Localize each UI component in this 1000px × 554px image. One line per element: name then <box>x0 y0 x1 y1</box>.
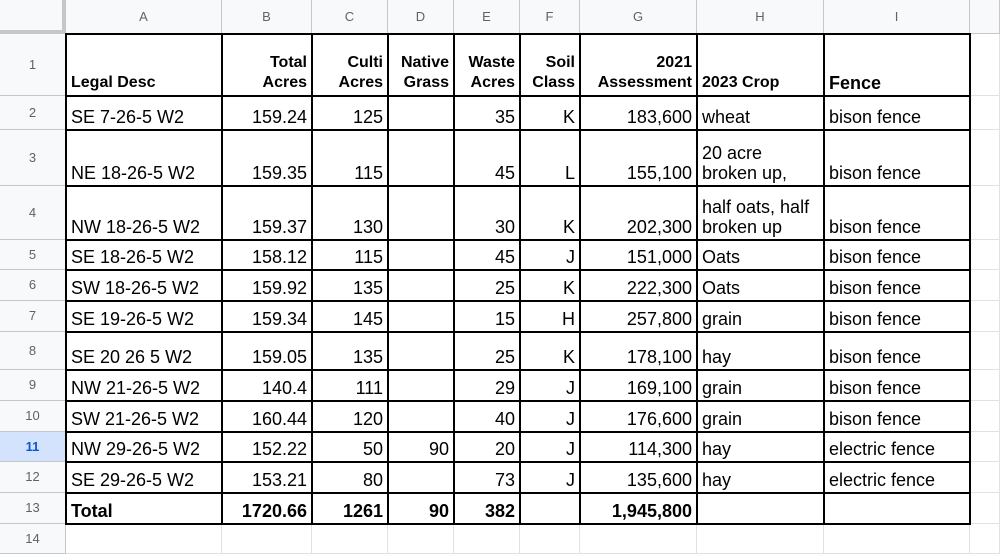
table-border-horizontal <box>65 269 971 271</box>
column-title-f[interactable]: Soil Class <box>520 34 580 96</box>
cell-row3-f[interactable]: L <box>520 130 580 186</box>
column-title-e[interactable]: Waste Acres <box>454 34 520 96</box>
cell-row8-h[interactable]: hay <box>697 332 824 370</box>
column-title-i[interactable]: Fence <box>824 34 970 96</box>
cell-row11-c[interactable]: 50 <box>312 432 388 462</box>
cell-row8-d[interactable] <box>388 332 454 370</box>
cell-row10-d[interactable] <box>388 401 454 432</box>
table-border-vertical <box>823 34 825 524</box>
column-header-e[interactable]: E <box>454 0 520 34</box>
column-title-d[interactable]: Native Grass <box>388 34 454 96</box>
cell-row9-g[interactable]: 169,100 <box>580 370 697 401</box>
table-border-vertical <box>579 34 581 524</box>
cell-row3-i[interactable]: bison fence <box>824 130 970 186</box>
empty-cell[interactable] <box>970 301 1000 332</box>
cell-row8-g[interactable]: 178,100 <box>580 332 697 370</box>
cell-row3-b[interactable]: 159.35 <box>222 130 312 186</box>
table-border-vertical <box>519 34 521 524</box>
cell-row9-i[interactable]: bison fence <box>824 370 970 401</box>
table-border-vertical <box>696 34 698 524</box>
empty-cell[interactable] <box>970 34 1000 96</box>
cell-row7-a[interactable]: SE 19-26-5 W2 <box>66 301 222 332</box>
cell-row11-g[interactable]: 114,300 <box>580 432 697 462</box>
table-border-horizontal <box>65 185 971 187</box>
total-cell-f[interactable] <box>520 493 580 524</box>
table-border-vertical <box>65 34 67 524</box>
row-header-8[interactable]: 8 <box>0 332 66 370</box>
cell-row6-h[interactable]: Oats <box>697 270 824 301</box>
cell-row5-f[interactable]: J <box>520 240 580 270</box>
cell-row10-f[interactable]: J <box>520 401 580 432</box>
cell-row2-c[interactable]: 125 <box>312 96 388 130</box>
cell-row10-g[interactable]: 176,600 <box>580 401 697 432</box>
cell-row2-a[interactable]: SE 7-26-5 W2 <box>66 96 222 130</box>
empty-cell[interactable] <box>970 401 1000 432</box>
cell-row11-f[interactable]: J <box>520 432 580 462</box>
cell-row4-a[interactable]: NW 18-26-5 W2 <box>66 186 222 240</box>
cell-row9-a[interactable]: NW 21-26-5 W2 <box>66 370 222 401</box>
total-cell-d[interactable]: 90 <box>388 493 454 524</box>
cell-row6-d[interactable] <box>388 270 454 301</box>
cell-row5-i[interactable]: bison fence <box>824 240 970 270</box>
cell-row6-i[interactable]: bison fence <box>824 270 970 301</box>
empty-cell[interactable] <box>520 524 580 554</box>
row-header-3[interactable]: 3 <box>0 130 66 186</box>
cell-row6-b[interactable]: 159.92 <box>222 270 312 301</box>
empty-cell[interactable] <box>970 432 1000 462</box>
cell-row11-b[interactable]: 152.22 <box>222 432 312 462</box>
column-header-c[interactable]: C <box>312 0 388 34</box>
cell-row9-d[interactable] <box>388 370 454 401</box>
empty-cell[interactable] <box>970 186 1000 240</box>
cell-row7-f[interactable]: H <box>520 301 580 332</box>
cell-row5-a[interactable]: SE 18-26-5 W2 <box>66 240 222 270</box>
row-header-10[interactable]: 10 <box>0 401 66 432</box>
cell-row3-a[interactable]: NE 18-26-5 W2 <box>66 130 222 186</box>
cell-row4-h[interactable]: half oats, half broken up <box>697 186 824 240</box>
cell-row5-c[interactable]: 115 <box>312 240 388 270</box>
cell-row7-c[interactable]: 145 <box>312 301 388 332</box>
column-title-c[interactable]: Culti Acres <box>312 34 388 96</box>
cell-row6-e[interactable]: 25 <box>454 270 520 301</box>
cell-row6-c[interactable]: 135 <box>312 270 388 301</box>
cell-row5-d[interactable] <box>388 240 454 270</box>
cell-row10-e[interactable]: 40 <box>454 401 520 432</box>
cell-row7-d[interactable] <box>388 301 454 332</box>
empty-cell[interactable] <box>970 270 1000 301</box>
cell-row12-e[interactable]: 73 <box>454 462 520 493</box>
total-cell-a[interactable]: Total <box>66 493 222 524</box>
empty-cell[interactable] <box>970 493 1000 524</box>
cell-row10-h[interactable]: grain <box>697 401 824 432</box>
table-border-horizontal <box>65 129 971 131</box>
row-header-4[interactable]: 4 <box>0 186 66 240</box>
cell-row4-c[interactable]: 130 <box>312 186 388 240</box>
row-header-2[interactable]: 2 <box>0 96 66 130</box>
column-header-a[interactable]: A <box>66 0 222 34</box>
cell-row2-h[interactable]: wheat <box>697 96 824 130</box>
cell-row6-g[interactable]: 222,300 <box>580 270 697 301</box>
cell-row12-h[interactable]: hay <box>697 462 824 493</box>
total-cell-g[interactable]: 1,945,800 <box>580 493 697 524</box>
cell-row3-g[interactable]: 155,100 <box>580 130 697 186</box>
cell-row2-e[interactable]: 35 <box>454 96 520 130</box>
empty-cell[interactable] <box>970 130 1000 186</box>
cell-row4-b[interactable]: 159.37 <box>222 186 312 240</box>
empty-cell[interactable] <box>454 524 520 554</box>
empty-cell[interactable] <box>824 524 970 554</box>
cell-row5-g[interactable]: 151,000 <box>580 240 697 270</box>
column-header-f[interactable]: F <box>520 0 580 34</box>
column-header-filler <box>970 0 1000 34</box>
cell-row11-h[interactable]: hay <box>697 432 824 462</box>
table-border-horizontal <box>65 461 971 463</box>
table-border-horizontal <box>65 492 971 494</box>
empty-cell[interactable] <box>697 524 824 554</box>
row-header-5[interactable]: 5 <box>0 240 66 270</box>
row-header-14[interactable]: 14 <box>0 524 66 554</box>
empty-cell[interactable] <box>970 462 1000 493</box>
column-header-b[interactable]: B <box>222 0 312 34</box>
table-border-horizontal <box>65 300 971 302</box>
cell-row12-a[interactable]: SE 29-26-5 W2 <box>66 462 222 493</box>
cell-row2-g[interactable]: 183,600 <box>580 96 697 130</box>
total-cell-c[interactable]: 1261 <box>312 493 388 524</box>
column-title-g[interactable]: 2021 Assessment <box>580 34 697 96</box>
column-header-g[interactable]: G <box>580 0 697 34</box>
cell-row10-i[interactable]: bison fence <box>824 401 970 432</box>
row-header-12[interactable]: 12 <box>0 462 66 493</box>
cell-row5-e[interactable]: 45 <box>454 240 520 270</box>
cell-row9-f[interactable]: J <box>520 370 580 401</box>
cell-row6-f[interactable]: K <box>520 270 580 301</box>
cell-row8-c[interactable]: 135 <box>312 332 388 370</box>
cell-row12-i[interactable]: electric fence <box>824 462 970 493</box>
cell-row8-e[interactable]: 25 <box>454 332 520 370</box>
cell-row7-g[interactable]: 257,800 <box>580 301 697 332</box>
cell-row3-c[interactable]: 115 <box>312 130 388 186</box>
cell-row9-b[interactable]: 140.4 <box>222 370 312 401</box>
cell-row3-h[interactable]: 20 acre broken up, <box>697 130 824 186</box>
cell-row4-g[interactable]: 202,300 <box>580 186 697 240</box>
table-border-horizontal <box>65 369 971 371</box>
cell-row12-b[interactable]: 153.21 <box>222 462 312 493</box>
cell-row2-d[interactable] <box>388 96 454 130</box>
table-border-horizontal <box>65 239 971 241</box>
cell-row11-a[interactable]: NW 29-26-5 W2 <box>66 432 222 462</box>
table-border-vertical <box>387 34 389 524</box>
cell-row9-c[interactable]: 111 <box>312 370 388 401</box>
row-header-6[interactable]: 6 <box>0 270 66 301</box>
column-title-a[interactable]: Legal Desc <box>66 34 222 96</box>
total-cell-b[interactable]: 1720.66 <box>222 493 312 524</box>
cell-row3-e[interactable]: 45 <box>454 130 520 186</box>
cell-row12-g[interactable]: 135,600 <box>580 462 697 493</box>
row-header-7[interactable]: 7 <box>0 301 66 332</box>
empty-cell[interactable] <box>970 96 1000 130</box>
cell-row10-c[interactable]: 120 <box>312 401 388 432</box>
table-border-vertical <box>969 34 971 524</box>
select-all-corner[interactable] <box>0 0 66 34</box>
cell-row4-d[interactable] <box>388 186 454 240</box>
column-title-h[interactable]: 2023 Crop <box>697 34 824 96</box>
column-header-i[interactable]: I <box>824 0 970 34</box>
empty-cell[interactable] <box>970 370 1000 401</box>
cell-row2-f[interactable]: K <box>520 96 580 130</box>
cell-row12-c[interactable]: 80 <box>312 462 388 493</box>
cell-row4-f[interactable]: K <box>520 186 580 240</box>
cell-row11-d[interactable]: 90 <box>388 432 454 462</box>
empty-cell[interactable] <box>580 524 697 554</box>
row-header-9[interactable]: 9 <box>0 370 66 401</box>
table-border-vertical <box>221 34 223 524</box>
empty-cell[interactable] <box>66 524 222 554</box>
cell-row12-d[interactable] <box>388 462 454 493</box>
cell-row8-b[interactable]: 159.05 <box>222 332 312 370</box>
table-border-horizontal <box>65 400 971 402</box>
table-border-horizontal <box>65 33 971 35</box>
cell-row6-a[interactable]: SW 18-26-5 W2 <box>66 270 222 301</box>
cell-row11-i[interactable]: electric fence <box>824 432 970 462</box>
empty-cell[interactable] <box>970 332 1000 370</box>
empty-cell[interactable] <box>388 524 454 554</box>
table-border-horizontal <box>65 331 971 333</box>
row-header-13[interactable]: 13 <box>0 493 66 524</box>
cell-row10-b[interactable]: 160.44 <box>222 401 312 432</box>
cell-row2-b[interactable]: 159.24 <box>222 96 312 130</box>
cell-row3-d[interactable] <box>388 130 454 186</box>
empty-cell[interactable] <box>312 524 388 554</box>
cell-row8-i[interactable]: bison fence <box>824 332 970 370</box>
cell-row9-h[interactable]: grain <box>697 370 824 401</box>
table-border-horizontal <box>65 523 971 525</box>
cell-row4-e[interactable]: 30 <box>454 186 520 240</box>
cell-row7-h[interactable]: grain <box>697 301 824 332</box>
empty-cell[interactable] <box>970 524 1000 554</box>
row-header-11[interactable]: 11 <box>0 432 66 462</box>
column-header-d[interactable]: D <box>388 0 454 34</box>
empty-cell[interactable] <box>970 240 1000 270</box>
cell-row10-a[interactable]: SW 21-26-5 W2 <box>66 401 222 432</box>
table-border-vertical <box>311 34 313 524</box>
table-border-vertical <box>453 34 455 524</box>
table-border-horizontal <box>65 95 971 97</box>
cell-row5-h[interactable]: Oats <box>697 240 824 270</box>
total-cell-e[interactable]: 382 <box>454 493 520 524</box>
total-cell-i[interactable] <box>824 493 970 524</box>
cell-row8-f[interactable]: K <box>520 332 580 370</box>
column-title-b[interactable]: Total Acres <box>222 34 312 96</box>
empty-cell[interactable] <box>222 524 312 554</box>
column-header-h[interactable]: H <box>697 0 824 34</box>
cell-row7-i[interactable]: bison fence <box>824 301 970 332</box>
cell-row2-i[interactable]: bison fence <box>824 96 970 130</box>
cell-row7-e[interactable]: 15 <box>454 301 520 332</box>
total-cell-h[interactable] <box>697 493 824 524</box>
row-header-1[interactable]: 1 <box>0 34 66 96</box>
cell-row12-f[interactable]: J <box>520 462 580 493</box>
cell-row4-i[interactable]: bison fence <box>824 186 970 240</box>
cell-row9-e[interactable]: 29 <box>454 370 520 401</box>
cell-row5-b[interactable]: 158.12 <box>222 240 312 270</box>
cell-row7-b[interactable]: 159.34 <box>222 301 312 332</box>
table-border-horizontal <box>65 431 971 433</box>
cell-row11-e[interactable]: 20 <box>454 432 520 462</box>
cell-row8-a[interactable]: SE 20 26 5 W2 <box>66 332 222 370</box>
